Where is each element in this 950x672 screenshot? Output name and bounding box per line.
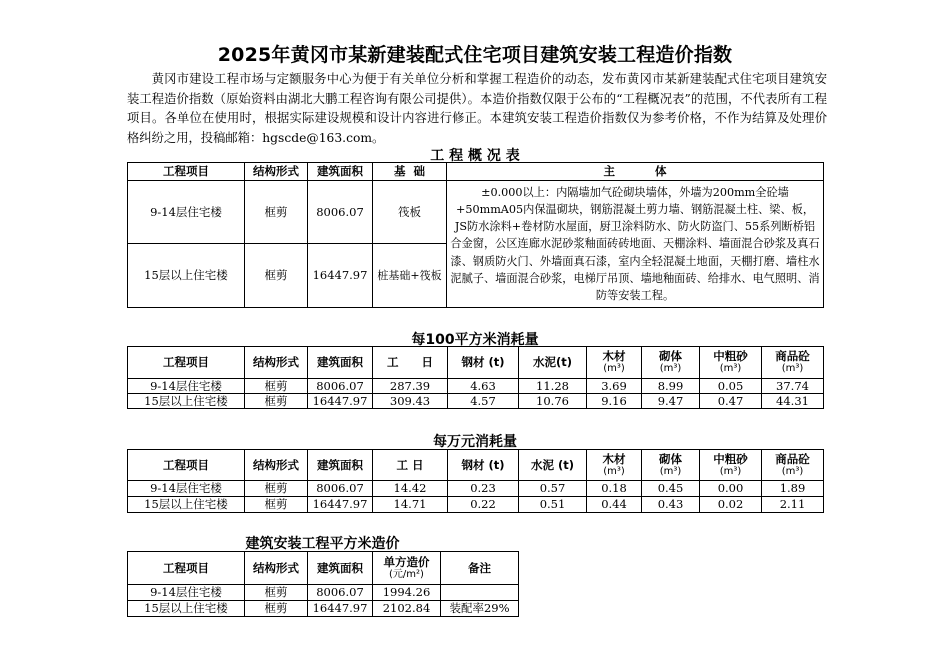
cell-area: 16447.97 <box>308 497 373 513</box>
cell-area: 8006.07 <box>308 481 373 497</box>
overview-table <box>127 162 824 308</box>
cell-masonry: 0.45 <box>642 481 700 497</box>
cell-labor-days: 287.39 <box>373 379 448 394</box>
cell-project: 15层以上住宅楼 <box>128 497 245 513</box>
table-row <box>128 497 824 513</box>
cell-timber: 3.69 <box>587 379 642 394</box>
cell-cement: 0.51 <box>519 497 587 513</box>
header-sand: 中粗砂 (m³) <box>700 450 762 481</box>
cell-steel: 4.57 <box>448 394 519 409</box>
unit-cost-table-title: 建筑安装工程平方米造价 <box>245 536 400 552</box>
cell-project: 15层以上住宅楼 <box>128 244 245 308</box>
cell-area: 8006.07 <box>308 585 373 601</box>
per10k-table-title: 每万元消耗量 <box>433 434 517 450</box>
header-masonry: 砌体 (m³) <box>642 450 700 481</box>
cell-project: 15层以上住宅楼 <box>128 601 245 617</box>
cell-foundation: 桩基础+筏板 <box>373 244 447 308</box>
per10k-header-row <box>128 450 824 481</box>
per100-table-title: 每100平方米消耗量 <box>411 332 539 348</box>
table-row <box>128 601 519 617</box>
header-labor-days: 工 日 <box>373 347 448 379</box>
cell-steel: 0.23 <box>448 481 519 497</box>
cell-masonry: 0.43 <box>642 497 700 513</box>
cell-concrete: 44.31 <box>762 394 824 409</box>
header-project: 工程项目 <box>128 450 245 481</box>
header-structure: 结构形式 <box>245 450 308 481</box>
cell-concrete: 37.74 <box>762 379 824 394</box>
header-labor-days: 工 日 <box>373 450 448 481</box>
table-row <box>128 585 519 601</box>
table-row <box>128 481 824 497</box>
unit-cost-header-row <box>128 552 519 585</box>
cell-unit-cost: 1994.26 <box>373 585 441 601</box>
cell-concrete: 2.11 <box>762 497 824 513</box>
cell-concrete: 1.89 <box>762 481 824 497</box>
header-remarks: 备注 <box>441 552 519 585</box>
cell-masonry: 8.99 <box>642 379 700 394</box>
cell-project: 9-14层住宅楼 <box>128 481 245 497</box>
cell-area: 16447.97 <box>308 244 373 308</box>
header-main-body: 主 体 <box>447 163 824 181</box>
table-row <box>128 394 824 409</box>
header-project: 工程项目 <box>128 347 245 379</box>
per100-table <box>127 346 824 409</box>
cell-structure: 框剪 <box>245 497 308 513</box>
table-row <box>128 379 824 394</box>
cell-timber: 0.44 <box>587 497 642 513</box>
cell-project: 9-14层住宅楼 <box>128 181 245 244</box>
header-sand: 中粗砂 (m³) <box>700 347 762 379</box>
cell-unit-cost: 2102.84 <box>373 601 441 617</box>
header-project: 工程项目 <box>128 552 245 585</box>
cell-area: 8006.07 <box>308 379 373 394</box>
cell-structure: 框剪 <box>245 181 308 244</box>
cell-project: 9-14层住宅楼 <box>128 379 245 394</box>
header-concrete: 商品砼 (m³) <box>762 347 824 379</box>
cell-structure: 框剪 <box>245 394 308 409</box>
cell-steel: 4.63 <box>448 379 519 394</box>
overview-header-row <box>128 163 824 181</box>
unit-cost-table <box>127 551 519 617</box>
overview-table-title: 工 程 概 况 表 <box>430 148 520 164</box>
cell-remarks <box>441 585 519 601</box>
table-row <box>128 181 824 244</box>
header-structure: 结构形式 <box>245 552 308 585</box>
cell-cement: 0.57 <box>519 481 587 497</box>
header-unit-cost: 单方造价 (元/m²) <box>373 552 441 585</box>
cell-sand: 0.47 <box>700 394 762 409</box>
document-title: 2025年黄冈市某新建装配式住宅项目建筑安装工程造价指数 <box>217 44 733 66</box>
cell-labor-days: 14.42 <box>373 481 448 497</box>
cell-sand: 0.00 <box>700 481 762 497</box>
header-area: 建筑面积 <box>308 552 373 585</box>
header-structure: 结构形式 <box>245 163 308 181</box>
cell-project: 9-14层住宅楼 <box>128 585 245 601</box>
cell-project: 15层以上住宅楼 <box>128 394 245 409</box>
cell-sand: 0.05 <box>700 379 762 394</box>
cell-steel: 0.22 <box>448 497 519 513</box>
cell-remarks: 装配率29% <box>441 601 519 617</box>
cell-structure: 框剪 <box>245 244 308 308</box>
cell-area: 8006.07 <box>308 181 373 244</box>
cell-foundation: 筏板 <box>373 181 447 244</box>
cell-cement: 11.28 <box>519 379 587 394</box>
cell-structure: 框剪 <box>245 379 308 394</box>
cell-structure: 框剪 <box>245 585 308 601</box>
header-project: 工程项目 <box>128 163 245 181</box>
cell-area: 16447.97 <box>308 601 373 617</box>
cell-structure: 框剪 <box>245 601 308 617</box>
header-steel: 钢材 (t) <box>448 347 519 379</box>
cell-timber: 9.16 <box>587 394 642 409</box>
cell-main-body: ±0.000以上：内隔墙加气砼砌块墙体，外墙为200mm全砼墙+50mmA05内保温砌块，钢筋混凝土剪力墙、钢筋混凝土柱、梁、板，JS防水涂料+卷材防水屋面，厨卫涂料防水、防火防盗门、55系列断桥铝合金窗，公区连廊水泥砂浆釉面砖砖地面、天棚涂料、墙面混合砂浆及真石漆、钢质防火门、外墙面真石漆，室内全轻混凝土地面，天棚打磨、墙柱水泥腻子、墙面混合砂浆，电梯厅吊顶、墙地釉面砖、给排水、电气照明、消防等安装工程。 <box>447 181 824 308</box>
header-concrete: 商品砼 (m³) <box>762 450 824 481</box>
cell-structure: 框剪 <box>245 481 308 497</box>
header-area: 建筑面积 <box>308 450 373 481</box>
cell-labor-days: 14.71 <box>373 497 448 513</box>
header-cement: 水泥(t) <box>519 347 587 379</box>
cell-area: 16447.97 <box>308 394 373 409</box>
header-timber: 木材 (m³) <box>587 450 642 481</box>
cell-timber: 0.18 <box>587 481 642 497</box>
per100-header-row <box>128 347 824 379</box>
intro-paragraph: 黄冈市建设工程市场与定额服务中心为便于有关单位分析和掌握工程造价的动态，发布黄冈市某新建装配式住宅项目建筑安装工程造价指数（原始资料由湖北大鹏工程咨询有限公司提供）。本造价指数仅限于公布的“工程概况表”的范围，不代表所有工程项目。各单位在使用时，根据实际建设规模和设计内容进行修正。本建筑安装工程造价指数仅为参考价格，不作为结算及处理价格纠纷之用，投稿邮箱：hgscde@163.com。 <box>127 72 827 145</box>
header-structure: 结构形式 <box>245 347 308 379</box>
cell-labor-days: 309.43 <box>373 394 448 409</box>
cell-cement: 10.76 <box>519 394 587 409</box>
header-area: 建筑面积 <box>308 163 373 181</box>
header-foundation: 基 础 <box>373 163 447 181</box>
header-area: 建筑面积 <box>308 347 373 379</box>
cell-masonry: 9.47 <box>642 394 700 409</box>
header-timber: 木材 (m³) <box>587 347 642 379</box>
header-masonry: 砌体 (m³) <box>642 347 700 379</box>
cell-sand: 0.02 <box>700 497 762 513</box>
per10k-table <box>127 449 824 513</box>
header-steel: 钢材 (t) <box>448 450 519 481</box>
header-cement: 水泥 (t) <box>519 450 587 481</box>
